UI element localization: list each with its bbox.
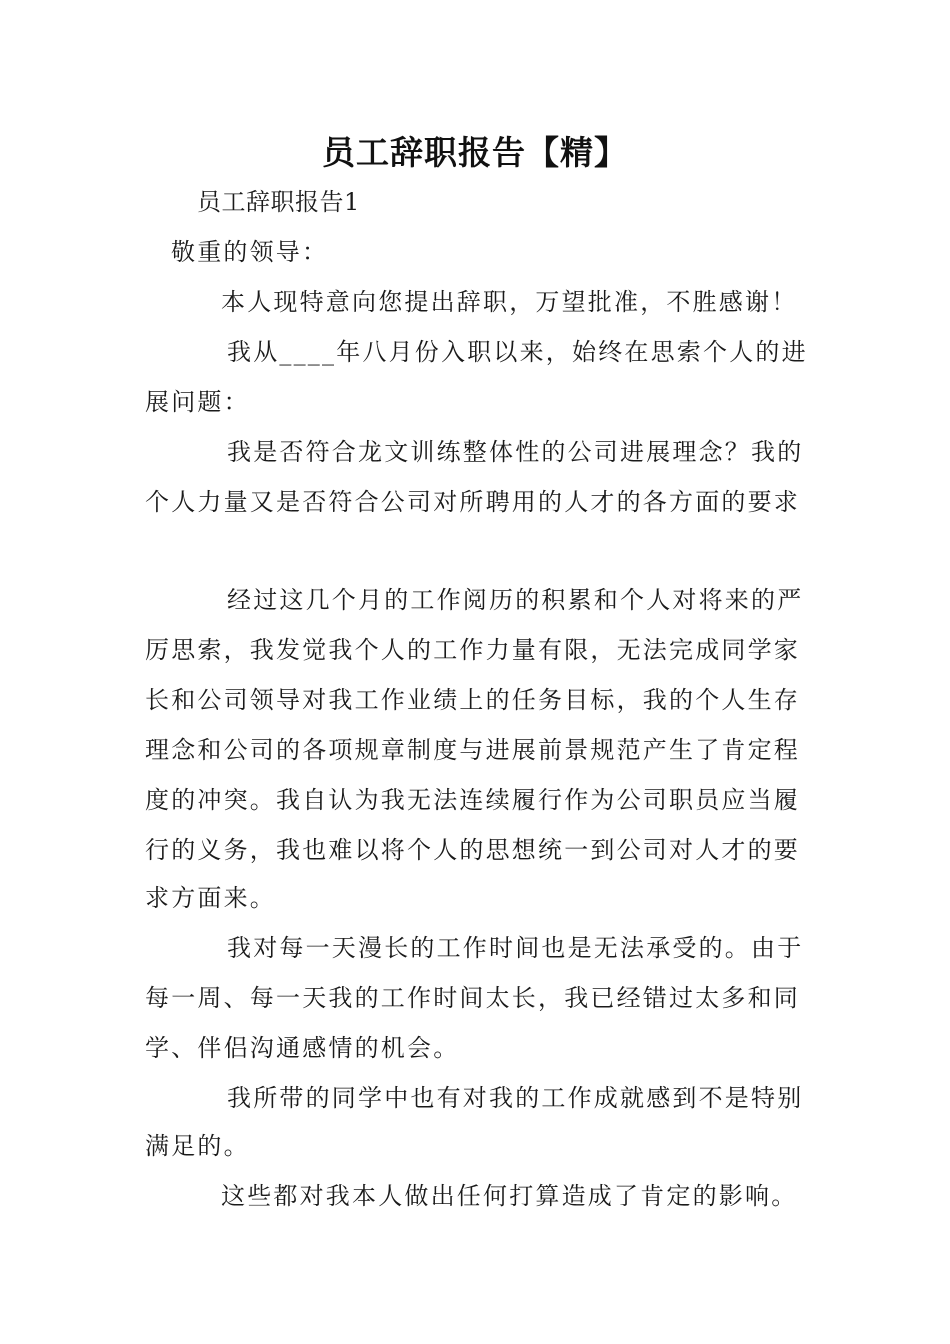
salutation: 敬重的领导： (171, 238, 329, 266)
body-line: 我所带的同学中也有对我的工作成就感到不是特别 (227, 1084, 804, 1112)
body-line: 经过这几个月的工作阅历的积累和个人对将来的严 (227, 586, 804, 614)
body-line: 度的冲突。我自认为我无法连续履行作为公司职员应当履 (145, 786, 800, 814)
body-line: 行的义务，我也难以将个人的思想统一到公司对人才的要 (145, 836, 800, 864)
document-subtitle: 员工辞职报告1 (197, 188, 360, 216)
body-line: 满足的。 (145, 1132, 250, 1160)
body-line: 每一周、每一天我的工作时间太长，我已经错过太多和同 (145, 984, 800, 1012)
body-line: 展问题： (145, 388, 250, 416)
body-line: 本人现特意向您提出辞职，万望批准，不胜感谢！ (221, 288, 798, 316)
body-line: 厉思索，我发觉我个人的工作力量有限，无法完成同学家 (145, 636, 800, 664)
body-line: 我对每一天漫长的工作时间也是无法承受的。由于 (227, 934, 804, 962)
body-line: 我从____年八月份入职以来，始终在思索个人的进 (227, 338, 808, 366)
body-line: 长和公司领导对我工作业绩上的任务目标，我的个人生存 (145, 686, 800, 714)
body-line: 求方面来。 (145, 884, 276, 912)
body-line: 理念和公司的各项规章制度与进展前景规范产生了肯定程 (145, 736, 800, 764)
body-line: 学、伴侣沟通感情的机会。 (145, 1034, 460, 1062)
body-line: 我是否符合龙文训练整体性的公司进展理念？我的 (227, 438, 804, 466)
body-line: 个人力量又是否符合公司对所聘用的人才的各方面的要求 (145, 488, 800, 516)
document-title: 员工辞职报告【精】 (322, 133, 628, 172)
body-line: 这些都对我本人做出任何打算造成了肯定的影响。 (221, 1182, 798, 1210)
